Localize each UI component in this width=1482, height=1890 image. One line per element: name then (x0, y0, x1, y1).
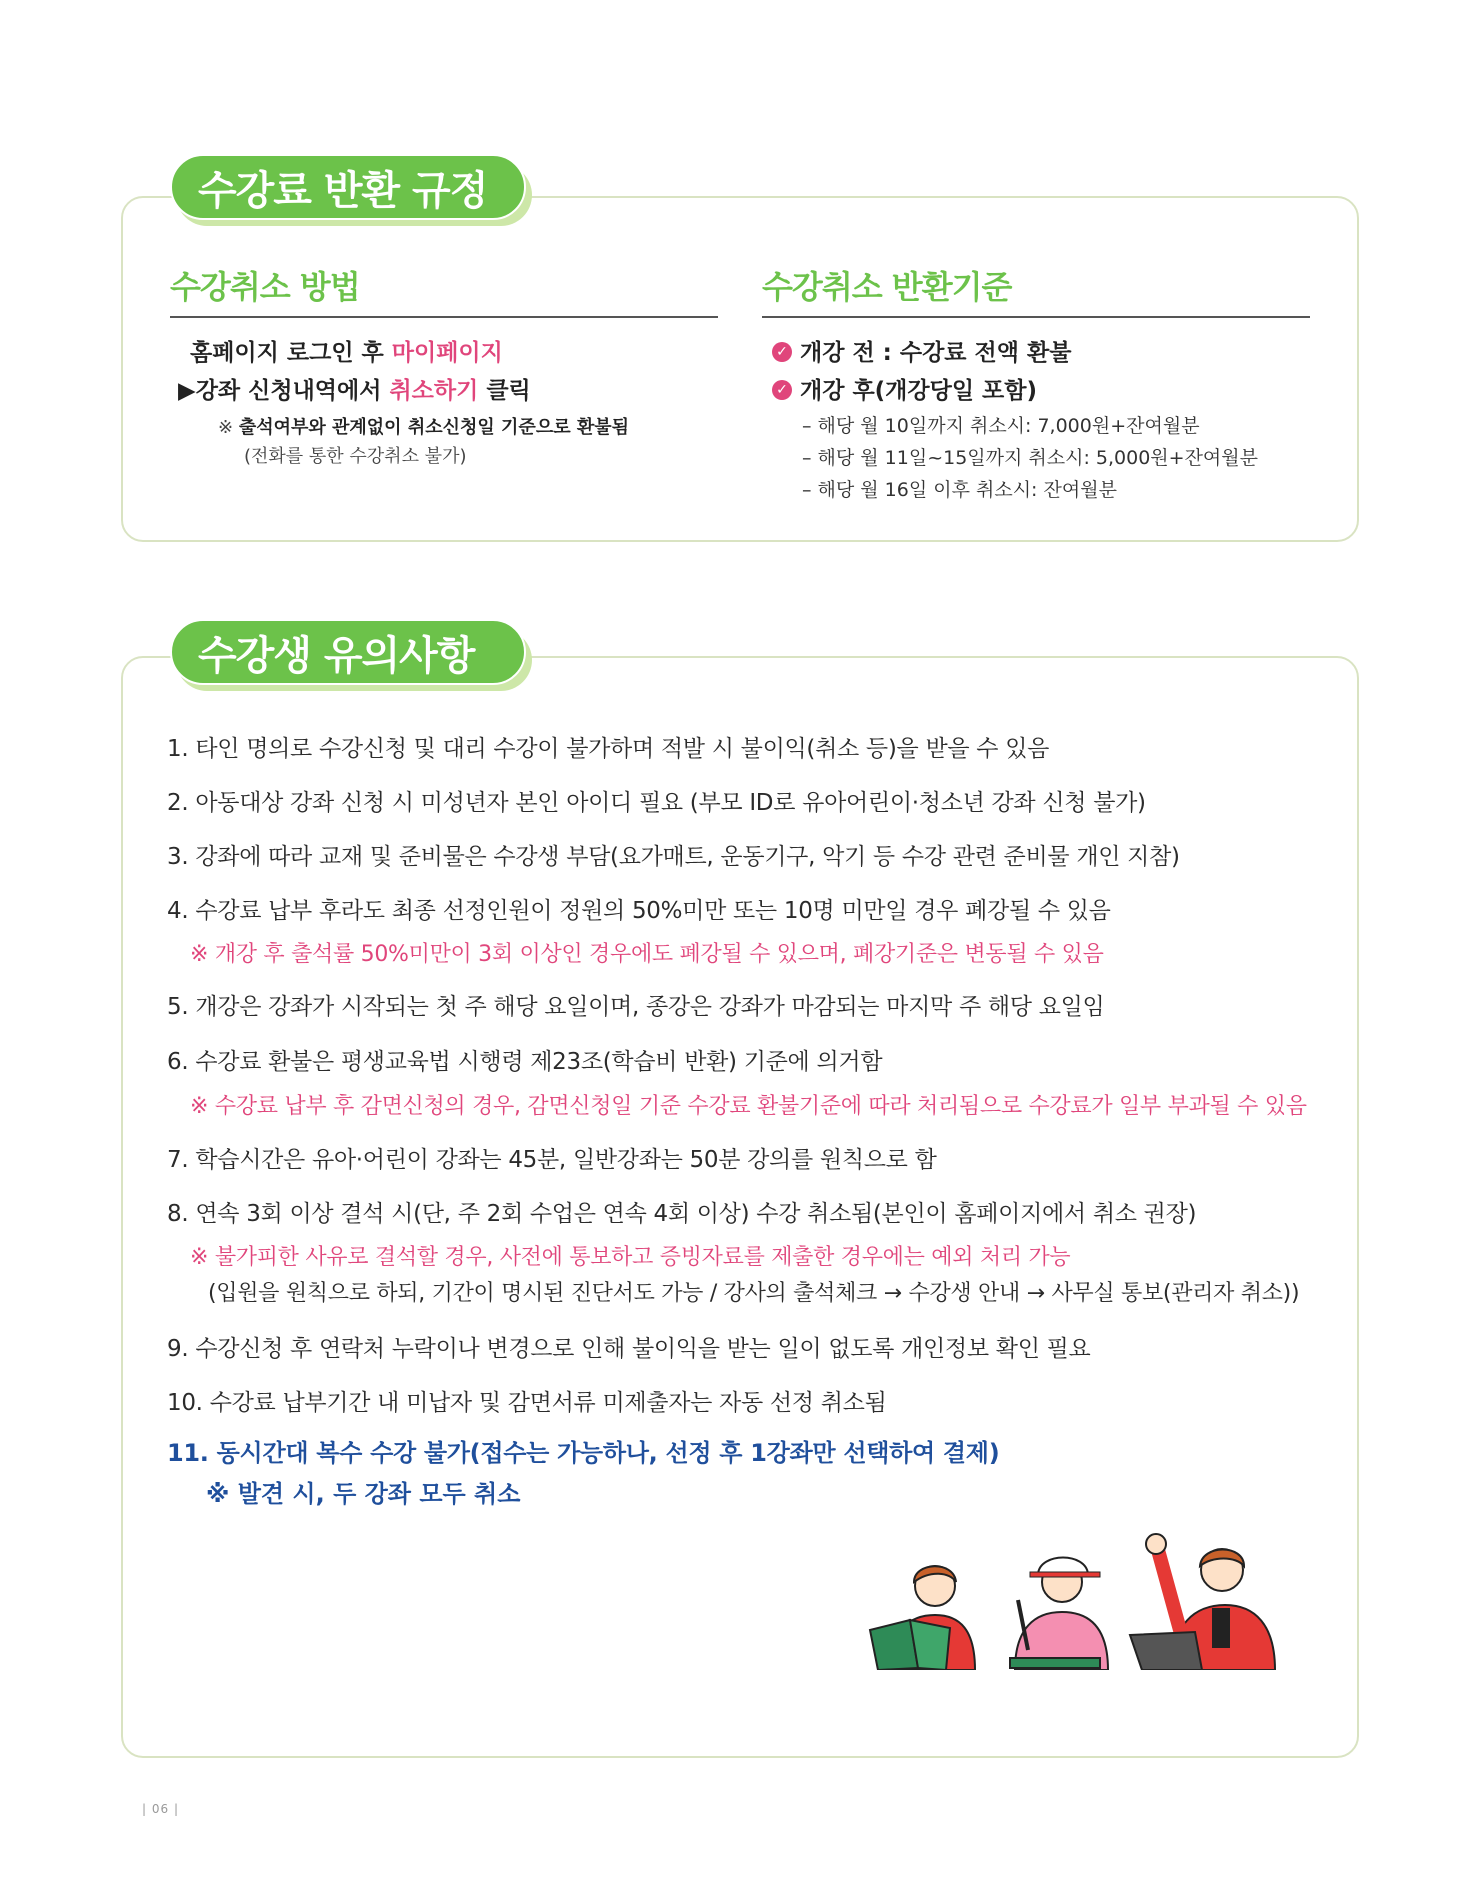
notice-item: 8. 연속 3회 이상 결석 시(단, 주 2회 수업은 연속 4회 이상) 수강 취소됨(본인이 홈페이지에서 취소 권장) (167, 1201, 1197, 1227)
notice-item-8-note: ※ 불가피한 사유로 결석할 경우, 사전에 통보하고 증빙자료를 제출한 경우에는 예외 처리 가능 (190, 1245, 1071, 1270)
check-icon: ✓ (772, 342, 792, 362)
divider (170, 316, 718, 318)
students-illustration (850, 1520, 1290, 1670)
student-waving-illustration (1130, 1534, 1275, 1670)
notice-item-highlight: 11. 동시간대 복수 수강 불가(접수는 가능하나, 선정 후 1강좌만 선택하여 결제) (167, 1439, 1000, 1467)
refund-rules-title: 수강료 반환 규정 (170, 154, 526, 220)
page-number: | 06 | (142, 1802, 179, 1816)
notice-item: 9. 수강신청 후 연락처 누락이나 변경으로 인해 불이익을 받는 일이 없도록 개인정보 확인 필요 (167, 1336, 1091, 1362)
notice-item: 5. 개강은 강좌가 시작되는 첫 주 해당 요일이며, 종강은 강좌가 마감되는 마지막 주 해당 요일임 (167, 994, 1105, 1020)
refund-detail: – 해당 월 11일~15일까지 취소시: 5,000원+잔여월분 (802, 447, 1258, 469)
cancel-note-1-text: 출석여부와 관계없이 취소신청일 기준으로 환불됨 (238, 417, 630, 438)
notice-item: 6. 수강료 환불은 평생교육법 시행령 제23조(학습비 반환) 기준에 의거함 (167, 1049, 883, 1075)
refund-before-open-text: 개강 전 : 수강료 전액 환불 (800, 340, 1072, 366)
refund-after-open-text: 개강 후(개강당일 포함) (800, 378, 1038, 404)
notice-header (170, 619, 536, 693)
student-reading-illustration (870, 1566, 975, 1670)
divider (762, 316, 1310, 318)
notice-item: 1. 타인 명의로 수강신청 및 대리 수강이 불가하며 적발 시 불이익(취소 등)을 받을 수 있음 (167, 736, 1050, 762)
cancel-method-title: 수강취소 방법 (170, 268, 360, 306)
refund-detail: – 해당 월 10일까지 취소시: 7,000원+잔여월분 (802, 415, 1200, 437)
student-writing-illustration (1010, 1558, 1108, 1671)
notice-item: 3. 강좌에 따라 교재 및 준비물은 수강생 부담(요가매트, 운동기구, 악기 등 수강 관련 준비물 개인 지참) (167, 844, 1180, 870)
notice-title: 수강생 유의사항 (170, 619, 526, 685)
notice-item: 10. 수강료 납부기간 내 미납자 및 감면서류 미제출자는 자동 선정 취소됨 (167, 1390, 887, 1416)
notice-item-11-note: ※ 발견 시, 두 강좌 모두 취소 (206, 1480, 521, 1508)
cancel-note-2: (전화를 통한 수강취소 불가) (244, 446, 467, 467)
cancel-button-highlight: 취소하기 (389, 378, 479, 404)
refund-rules-box (121, 196, 1359, 542)
check-icon: ✓ (772, 380, 792, 400)
refund-before-open (772, 334, 1071, 367)
notice-item-6-note: ※ 수강료 납부 후 감면신청의 경우, 감면신청일 기준 수강료 환불기준에 따라 처리됨으로 수강료가 일부 부과될 수 있음 (190, 1094, 1307, 1119)
refund-basis-title: 수강취소 반환기준 (762, 268, 1012, 306)
cancel-step-2 (178, 372, 531, 405)
notice-item: 7. 학습시간은 유아·어린이 강좌는 45분, 일반강좌는 50분 강의를 원칙으로 함 (167, 1147, 937, 1173)
cancel-step-1-text: 홈페이지 로그인 후 (190, 340, 392, 366)
notice-item: 4. 수강료 납부 후라도 최종 선정인원이 정원의 50%미만 또는 10명 미만일 경우 폐강될 수 있음 (167, 898, 1111, 924)
cancel-step-2-suffix: 클릭 (478, 378, 531, 404)
note-mark: ※ (218, 417, 239, 438)
notice-item: 2. 아동대상 강좌 신청 시 미성년자 본인 아이디 필요 (부모 ID로 유아어린이·청소년 강좌 신청 불가) (167, 790, 1146, 816)
cancel-note-1 (218, 413, 629, 439)
cancel-step-2-text: ▶강좌 신청내역에서 (178, 378, 390, 404)
notice-item-8-subnote: (입원을 원칙으로 하되, 기간이 명시된 진단서도 가능 / 강사의 출석체크 → 수강생 안내 → 사무실 통보(관리자 취소)) (208, 1281, 1300, 1306)
refund-detail: – 해당 월 16일 이후 취소시: 잔여월분 (802, 479, 1117, 501)
refund-rules-header (170, 154, 536, 228)
cancel-step-1 (190, 334, 503, 367)
refund-after-open (772, 372, 1037, 405)
notice-item-4-note: ※ 개강 후 출석률 50%미만이 3회 이상인 경우에도 폐강될 수 있으며, 폐강기준은 변동될 수 있음 (190, 942, 1104, 967)
mypage-highlight: 마이페이지 (391, 340, 503, 366)
